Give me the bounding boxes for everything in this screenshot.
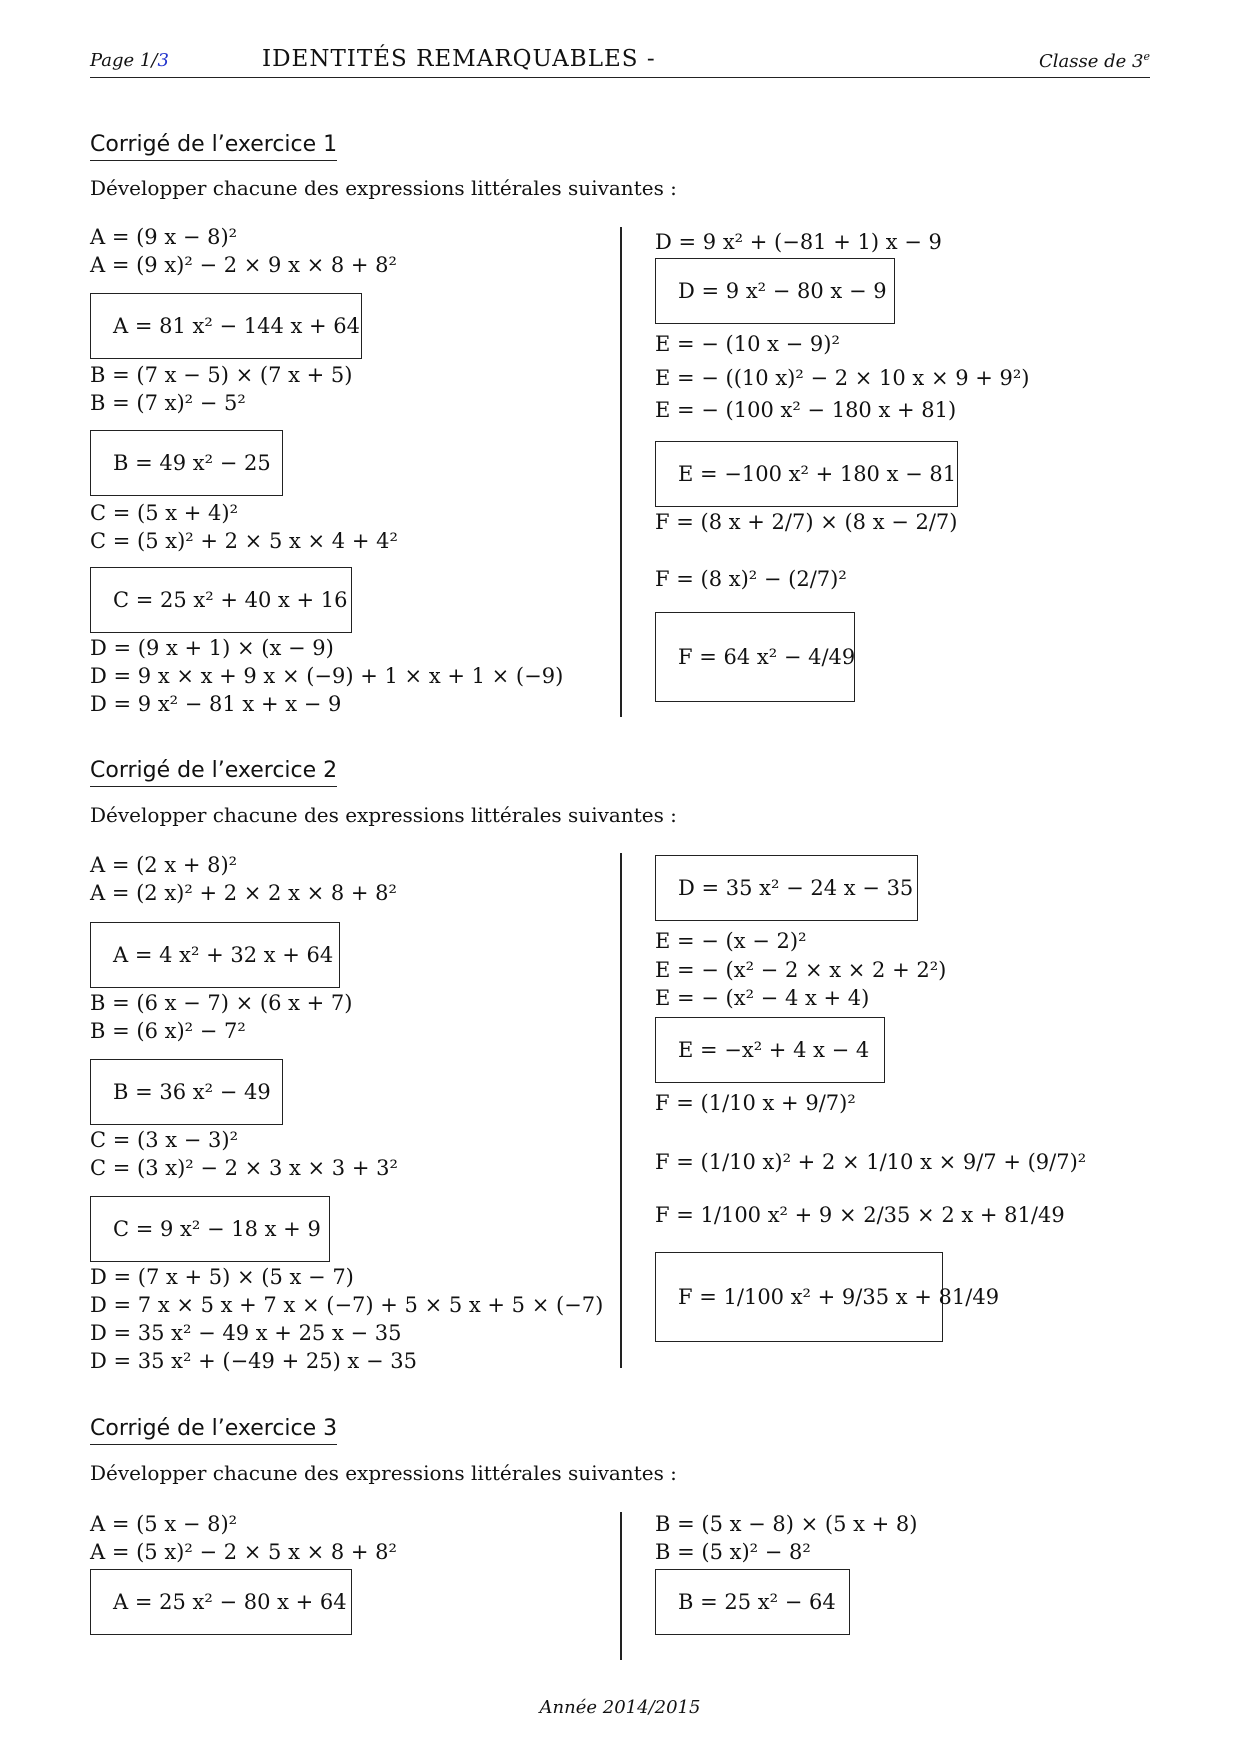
boxed-result (655, 1569, 850, 1635)
result-expression: E = −100 x² + 180 x − 81 (678, 462, 957, 486)
result-expression: C = 9 x² − 18 x + 9 (113, 1217, 321, 1241)
result-expression: D = 9 x² − 80 x − 9 (678, 279, 887, 303)
boxed-result (90, 430, 283, 496)
page-label: Page 1/ (90, 50, 158, 71)
page-indicator (90, 50, 169, 71)
math-step: E = − (100 x² − 180 x + 81) (655, 398, 957, 422)
math-step: B = (6 x)² − 7² (90, 1019, 246, 1043)
boxed-result (90, 1569, 352, 1635)
result-expression: F = 64 x² − 4/49 (678, 645, 856, 669)
math-step: A = (9 x)² − 2 × 9 x × 8 + 8² (90, 253, 397, 277)
result-expression: F = 1/100 x² + 9/35 x + 81/49 (678, 1285, 1000, 1309)
result-expression: B = 49 x² − 25 (113, 451, 271, 475)
boxed-result (90, 1059, 283, 1125)
boxed-result (90, 293, 362, 359)
math-step: A = (5 x − 8)² (90, 1512, 238, 1536)
math-step: D = 9 x² − 81 x + x − 9 (90, 692, 342, 716)
math-step: D = 35 x² + (−49 + 25) x − 35 (90, 1349, 417, 1373)
boxed-result (655, 441, 958, 507)
math-step: E = − (10 x − 9)² (655, 332, 840, 356)
boxed-result (655, 855, 918, 921)
boxed-result (90, 1196, 330, 1262)
math-step: A = (2 x)² + 2 × 2 x × 8 + 8² (90, 881, 397, 905)
result-expression: A = 4 x² + 32 x + 64 (113, 943, 334, 967)
exercise-title: Corrigé de l’exercice 1 (90, 132, 337, 161)
result-expression: E = −x² + 4 x − 4 (678, 1038, 870, 1062)
math-step: B = (5 x − 8) × (5 x + 8) (655, 1512, 918, 1536)
exercise-instruction: Développer chacune des expressions littérales suivantes : (90, 803, 677, 827)
math-step: D = 9 x × x + 9 x × (−9) + 1 × x + 1 × (−9) (90, 664, 564, 688)
exercise-instruction: Développer chacune des expressions littérales suivantes : (90, 176, 677, 200)
result-expression: B = 25 x² − 64 (678, 1590, 836, 1614)
exercise-title: Corrigé de l’exercice 3 (90, 1416, 337, 1445)
math-step: B = (6 x − 7) × (6 x + 7) (90, 991, 353, 1015)
result-expression: B = 36 x² − 49 (113, 1080, 271, 1104)
math-step: E = − (x − 2)² (655, 929, 807, 953)
page-total-link[interactable]: 3 (157, 50, 169, 71)
math-step: F = (1/10 x + 9/7)² (655, 1091, 856, 1115)
math-step: B = (5 x)² − 8² (655, 1540, 811, 1564)
boxed-result (655, 612, 855, 702)
math-step: C = (3 x)² − 2 × 3 x × 3 + 3² (90, 1156, 398, 1180)
boxed-result (90, 567, 352, 633)
math-step: C = (5 x)² + 2 × 5 x × 4 + 4² (90, 529, 398, 553)
math-step: D = (9 x + 1) × (x − 9) (90, 636, 334, 660)
math-step: F = (8 x + 2/7) × (8 x − 2/7) (655, 510, 958, 534)
math-step: A = (5 x)² − 2 × 5 x × 8 + 8² (90, 1540, 397, 1564)
math-step: F = 1/100 x² + 9 × 2/35 × 2 x + 81/49 (655, 1203, 1065, 1227)
header-rule (90, 77, 1150, 78)
math-step: D = (7 x + 5) × (5 x − 7) (90, 1265, 354, 1289)
document-title: IDENTITÉS REMARQUABLES - (262, 46, 656, 72)
math-step: C = (5 x + 4)² (90, 501, 239, 525)
boxed-result (655, 258, 895, 324)
math-step: B = (7 x)² − 5² (90, 391, 246, 415)
math-step: D = 35 x² − 49 x + 25 x − 35 (90, 1321, 402, 1345)
exercise-title: Corrigé de l’exercice 2 (90, 758, 337, 787)
math-step: F = (1/10 x)² + 2 × 1/10 x × 9/7 + (9/7)² (655, 1150, 1087, 1174)
boxed-result (90, 922, 340, 988)
math-step: D = 9 x² + (−81 + 1) x − 9 (655, 230, 942, 254)
math-step: A = (9 x − 8)² (90, 225, 238, 249)
math-step: F = (8 x)² − (2/7)² (655, 567, 847, 591)
math-step: E = − ((10 x)² − 2 × 10 x × 9 + 9²) (655, 366, 1030, 390)
result-expression: D = 35 x² − 24 x − 35 (678, 876, 914, 900)
exercise-instruction: Développer chacune des expressions littérales suivantes : (90, 1461, 677, 1485)
math-step: D = 7 x × 5 x + 7 x × (−7) + 5 × 5 x + 5 × (−7) (90, 1293, 604, 1317)
math-step: B = (7 x − 5) × (7 x + 5) (90, 363, 353, 387)
boxed-result (655, 1017, 885, 1083)
math-step: E = − (x² − 2 × x × 2 + 2²) (655, 958, 947, 982)
footer-year: Année 2014/2015 (539, 1697, 701, 1718)
column-divider (620, 1512, 622, 1660)
result-expression: A = 81 x² − 144 x + 64 (113, 314, 360, 338)
column-divider (620, 853, 622, 1368)
column-divider (620, 227, 622, 717)
result-expression: A = 25 x² − 80 x + 64 (113, 1590, 347, 1614)
result-expression: C = 25 x² + 40 x + 16 (113, 588, 348, 612)
math-step: C = (3 x − 3)² (90, 1128, 239, 1152)
math-step: A = (2 x + 8)² (90, 853, 238, 877)
class-label: Classe de 3e (1039, 50, 1150, 72)
boxed-result (655, 1252, 1000, 1342)
math-step: E = − (x² − 4 x + 4) (655, 986, 870, 1010)
